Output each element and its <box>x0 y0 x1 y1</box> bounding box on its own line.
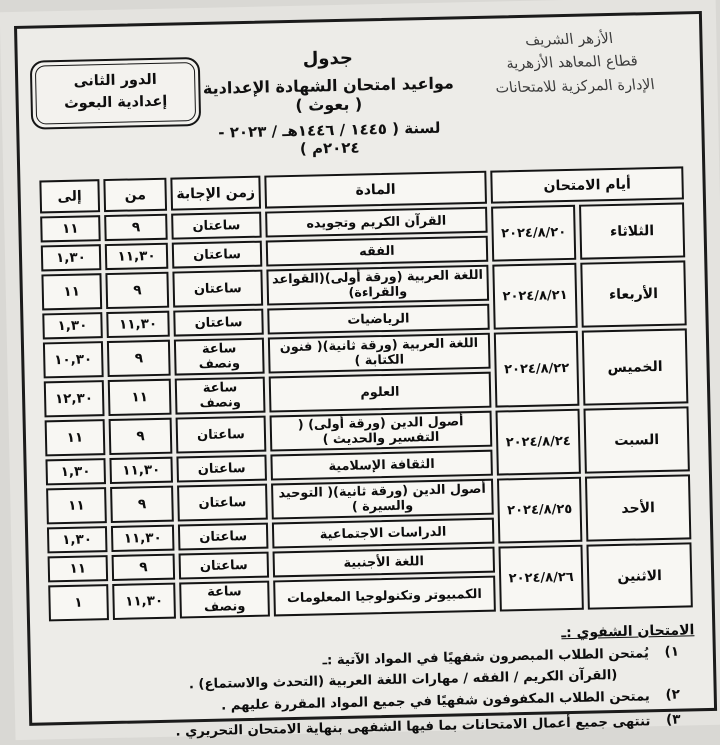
note-number: ٣) <box>665 711 681 728</box>
title-year: لسنة ( ١٤٤٥ / ١٤٤٦هـ / ٢٠٢٣ - ٢٠٢٤م ) <box>218 118 441 158</box>
subject-cell: الكمبيوتر وتكنولوجيا المعلومات <box>273 576 496 617</box>
date-cell: ٢٠٢٤/٨/٢٠ <box>491 205 576 262</box>
org-department: الإدارة المركزية للامتحانات <box>494 77 656 97</box>
duration-cell: ساعتان <box>177 484 267 522</box>
col-header-subject: المادة <box>264 171 487 209</box>
date-cell: ٢٠٢٤/٨/٢٥ <box>497 477 582 544</box>
from-cell: ٩ <box>107 340 171 377</box>
day-cell: الثلاثاء <box>579 202 685 259</box>
duration-cell: ساعتان <box>173 270 263 308</box>
duration-cell: ساعتان <box>178 523 268 551</box>
note-text: يمتحن الطلاب المكفوفون شفهيًا في جميع المواد المقررة عليهم . <box>221 689 650 714</box>
col-header-to: إلى <box>39 179 99 213</box>
to-cell: ١ <box>48 584 109 621</box>
from-cell: ١١,٣٠ <box>111 525 175 552</box>
from-cell: ٩ <box>108 418 172 455</box>
note-number: ١) <box>664 643 680 660</box>
from-cell: ١١,٣٠ <box>109 457 173 484</box>
stamp-stage-label: إعدادية البعوث <box>63 94 168 113</box>
col-header-duration: زمن الإجابة <box>171 176 261 211</box>
to-cell: ١,٣٠ <box>47 526 107 553</box>
from-cell: ١١,٣٠ <box>112 583 176 620</box>
subject-cell: القرآن الكريم وتجويده <box>265 207 488 238</box>
to-cell: ١٢,٣٠ <box>44 380 105 417</box>
duration-cell: ساعتان <box>177 455 267 483</box>
page-header <box>29 22 690 163</box>
date-cell: ٢٠٢٤/٨/٢٢ <box>494 331 579 408</box>
stamp-inner <box>35 62 196 124</box>
org-name: الأزهر الشريف <box>524 30 615 49</box>
from-cell: ١١,٣٠ <box>105 243 169 270</box>
to-cell: ١١ <box>41 273 102 310</box>
day-cell: الاثنين <box>586 542 692 609</box>
schedule-title <box>199 27 458 160</box>
subject-cell: الرياضيات <box>267 304 490 335</box>
to-cell: ١,٣٠ <box>42 312 102 339</box>
stamp-border <box>30 57 201 130</box>
title-word: جدول <box>302 47 354 70</box>
day-cell: الخميس <box>582 328 689 405</box>
to-cell: ١,٣٠ <box>45 458 105 485</box>
from-cell: ١١,٣٠ <box>106 311 170 338</box>
stamp-round-label: الدور الثانى <box>73 71 157 90</box>
date-cell: ٢٠٢٤/٨/٢٤ <box>496 409 581 476</box>
subject-cell: الثقافة الإسلامية <box>270 450 493 481</box>
subject-cell: الفقه <box>265 236 488 267</box>
round-stamp-box <box>29 33 201 130</box>
subject-cell: الدراسات الاجتماعية <box>272 518 495 549</box>
from-cell: ٩ <box>110 486 174 523</box>
col-header-from: من <box>103 178 167 212</box>
from-cell: ٩ <box>104 214 168 241</box>
duration-cell: ساعتان <box>174 309 264 337</box>
to-cell: ١٠,٣٠ <box>43 341 104 378</box>
subject-cell: العلوم <box>268 372 491 413</box>
to-cell: ١١ <box>46 487 107 524</box>
scanned-sheet <box>14 11 717 740</box>
to-cell: ١١ <box>48 555 108 582</box>
oral-exam-notes <box>42 622 696 745</box>
duration-cell: ساعة ونصف <box>180 581 270 619</box>
org-letterhead <box>451 22 692 101</box>
org-sector: قطاع المعاهد الأزهرية <box>505 53 639 73</box>
to-cell: ١١ <box>40 215 100 242</box>
date-cell: ٢٠٢٤/٨/٢١ <box>492 263 577 330</box>
col-header-days: أيام الامتحان <box>490 166 684 203</box>
from-cell: ١١ <box>108 379 172 416</box>
duration-cell: ساعة ونصف <box>175 377 265 415</box>
note-text: يُمتحن الطلاب المبصرون شفهيًا في المواد الآتية :ـ <box>322 646 650 669</box>
exam-schedule-table <box>35 163 697 624</box>
duration-cell: ساعتان <box>172 241 262 269</box>
from-cell: ٩ <box>111 554 175 581</box>
note-subtext: (القرآن الكريم / الفقه / مهارات اللغة العربية (التحدث والاستماع) . <box>188 667 618 693</box>
to-cell: ١,٣٠ <box>41 244 101 271</box>
subject-cell: اللغة العربية (ورقة أولى)(القواعد والقراءة) <box>266 265 489 306</box>
subject-cell: اللغة الأجنبية <box>272 547 495 578</box>
day-cell: السبت <box>583 406 689 473</box>
day-cell: الأحد <box>585 474 691 541</box>
date-cell: ٢٠٢٤/٨/٢٦ <box>499 545 584 612</box>
duration-cell: ساعتان <box>179 552 269 580</box>
notes-title: الامتحان الشفوي :ـ <box>561 622 695 642</box>
note-text: تنتهى جميع أعمال الامتحانات بما فيها الشفهى بنهاية الامتحان التحريري . <box>175 713 651 740</box>
subject-cell: أصول الدين (ورقة ثانية)( التوحيد والسيرة ) <box>271 479 494 520</box>
day-cell: الأربعاء <box>580 260 686 327</box>
duration-cell: ساعتان <box>176 416 266 454</box>
subject-cell: أصول الدين (ورقة أولى) ( التفسير والحديث ) <box>269 411 492 452</box>
title-main: مواعيد امتحان الشهادة الإعدادية ( بعوث ) <box>202 73 455 115</box>
subject-cell: اللغة العربية (ورقة ثانية)( فنون الكتابة ) <box>267 333 490 374</box>
from-cell: ٩ <box>105 272 169 309</box>
duration-cell: ساعة ونصف <box>174 338 264 376</box>
duration-cell: ساعتان <box>172 212 262 240</box>
to-cell: ١١ <box>45 419 106 456</box>
note-number: ٢) <box>665 686 681 703</box>
